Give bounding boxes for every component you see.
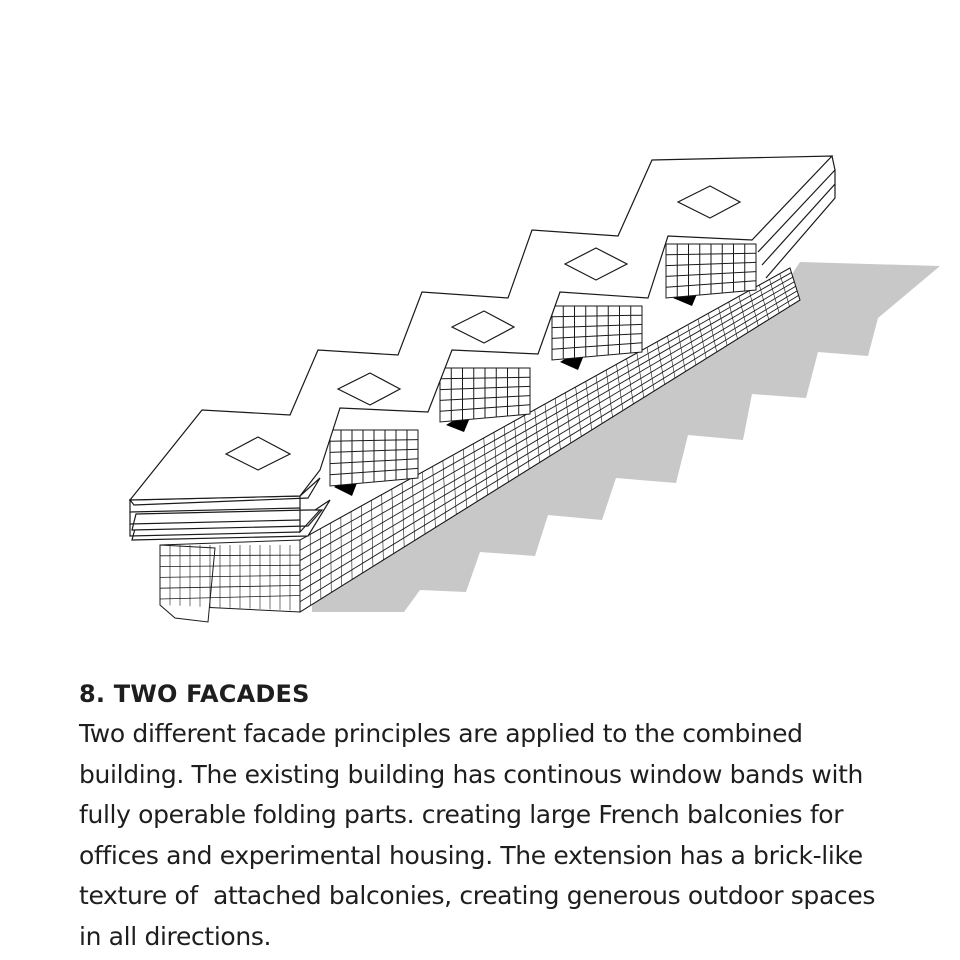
extension-base-block: [160, 540, 300, 622]
caption-line: in all directions.: [79, 921, 272, 951]
caption-line: texture of attached balconies, creating generous outdoor spaces: [79, 881, 876, 910]
caption-body: [79, 714, 939, 957]
caption-line: building. The existing building has continous window bands with: [79, 759, 864, 789]
caption-title: 8. TWO FACADES: [79, 680, 310, 708]
caption-line: fully operable folding parts. creating large French balconies for: [79, 800, 844, 829]
caption: [79, 674, 939, 957]
caption-line: offices and experimental housing. The extension has a brick-like: [79, 840, 863, 870]
caption-line: Two different facade principles are applied to the combined: [79, 719, 803, 748]
